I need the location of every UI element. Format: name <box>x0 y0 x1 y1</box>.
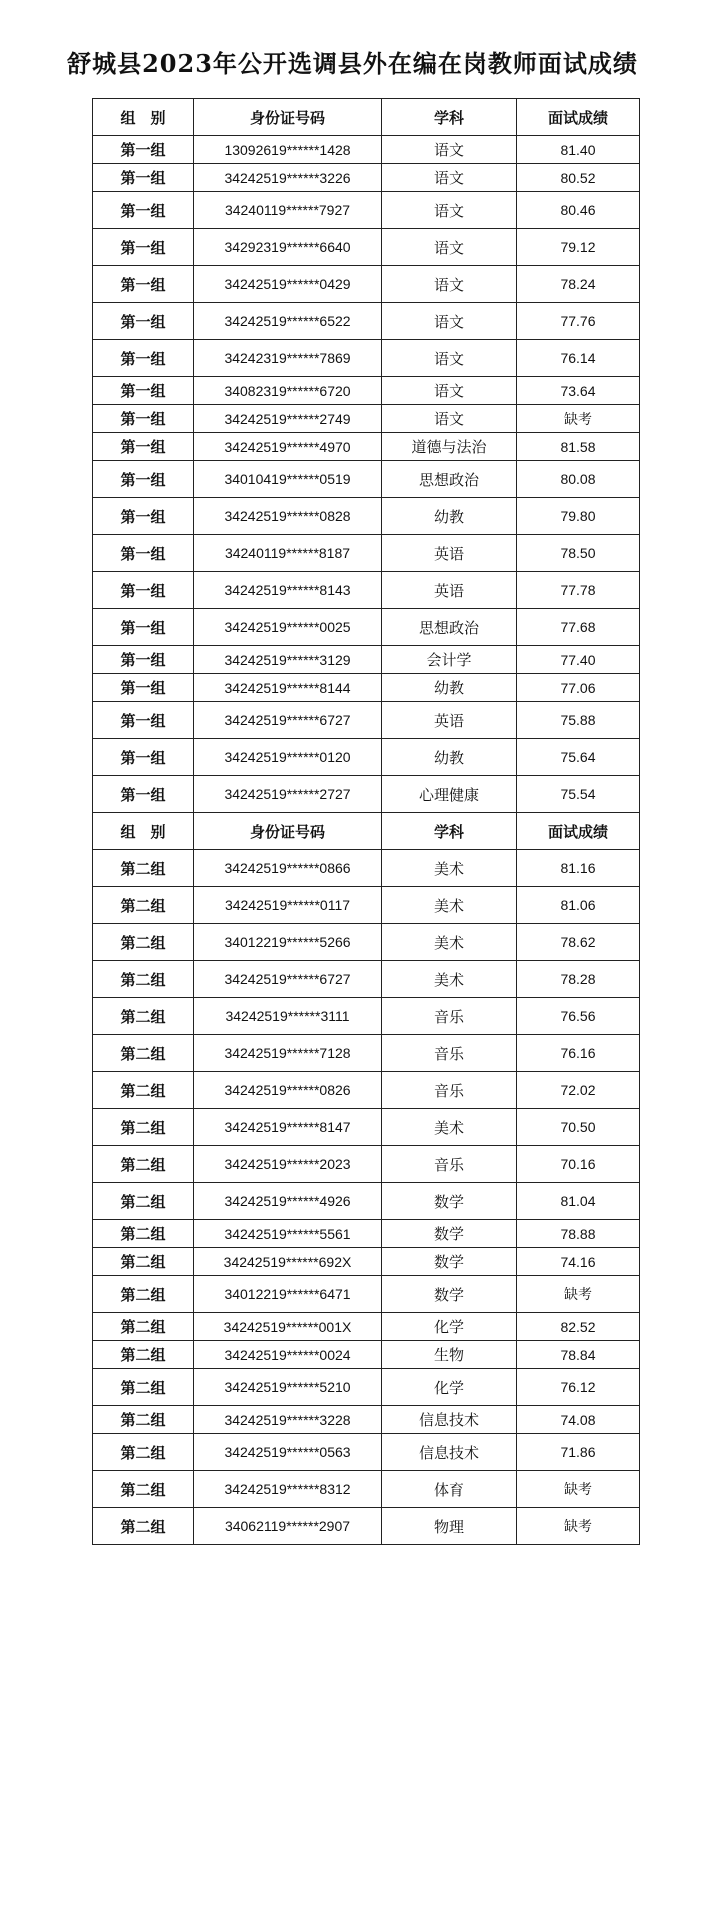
subject-cell: 化学 <box>382 1313 517 1341</box>
subject-cell: 幼教 <box>382 739 517 776</box>
group-cell: 第一组 <box>93 340 194 377</box>
group-cell: 第二组 <box>93 961 194 998</box>
subject-cell: 数学 <box>382 1220 517 1248</box>
table-row <box>93 887 640 924</box>
table-row <box>93 1434 640 1471</box>
group-cell: 第二组 <box>93 1434 194 1471</box>
group-cell: 第二组 <box>93 1072 194 1109</box>
subject-cell: 英语 <box>382 535 517 572</box>
id-number-cell: 34242519******0024 <box>194 1341 382 1369</box>
column-header-group: 组 别 <box>93 99 194 136</box>
table-row <box>93 498 640 535</box>
table-row <box>93 776 640 813</box>
table-row <box>93 377 640 405</box>
score-cell: 74.08 <box>517 1406 640 1434</box>
table-row <box>93 433 640 461</box>
table-row <box>93 1341 640 1369</box>
score-cell: 70.50 <box>517 1109 640 1146</box>
score-cell: 76.12 <box>517 1369 640 1406</box>
subject-cell: 生物 <box>382 1341 517 1369</box>
group-cell: 第二组 <box>93 1313 194 1341</box>
id-number-cell: 13092619******1428 <box>194 136 382 164</box>
group-cell: 第一组 <box>93 266 194 303</box>
subject-cell: 数学 <box>382 1276 517 1313</box>
column-header-score: 面试成绩 <box>517 813 640 850</box>
table-row <box>93 1276 640 1313</box>
table-row <box>93 303 640 340</box>
subject-cell: 美术 <box>382 850 517 887</box>
table-row <box>93 1471 640 1508</box>
score-cell: 78.28 <box>517 961 640 998</box>
table-row <box>93 609 640 646</box>
table-row <box>93 1146 640 1183</box>
score-cell: 78.62 <box>517 924 640 961</box>
table-row <box>93 461 640 498</box>
group-cell: 第二组 <box>93 1183 194 1220</box>
table-row <box>93 850 640 887</box>
score-cell: 缺考 <box>517 405 640 433</box>
column-header-group: 组 别 <box>93 813 194 850</box>
group-cell: 第一组 <box>93 702 194 739</box>
score-cell: 79.80 <box>517 498 640 535</box>
subject-cell: 美术 <box>382 961 517 998</box>
interview-score-table <box>92 98 640 1545</box>
group-cell: 第一组 <box>93 498 194 535</box>
column-header-subject: 学科 <box>382 99 517 136</box>
document-title: 舒城县2023年公开选调县外在编在岗教师面试成绩 <box>67 49 638 78</box>
score-cell: 77.76 <box>517 303 640 340</box>
table-row <box>93 229 640 266</box>
table-row <box>93 1035 640 1072</box>
id-number-cell: 34242519******7128 <box>194 1035 382 1072</box>
group-cell: 第一组 <box>93 164 194 192</box>
subject-cell: 思想政治 <box>382 609 517 646</box>
group-cell: 第二组 <box>93 1146 194 1183</box>
table-row <box>93 1508 640 1545</box>
id-number-cell: 34242519******001X <box>194 1313 382 1341</box>
table-row <box>93 1313 640 1341</box>
score-cell: 73.64 <box>517 377 640 405</box>
id-number-cell: 34242519******0866 <box>194 850 382 887</box>
group-cell: 第一组 <box>93 405 194 433</box>
score-cell: 70.16 <box>517 1146 640 1183</box>
subject-cell: 语文 <box>382 377 517 405</box>
score-cell: 79.12 <box>517 229 640 266</box>
id-number-cell: 34242519******2023 <box>194 1146 382 1183</box>
score-cell: 81.40 <box>517 136 640 164</box>
score-cell: 78.84 <box>517 1341 640 1369</box>
score-cell: 77.40 <box>517 646 640 674</box>
subject-cell: 音乐 <box>382 998 517 1035</box>
group-cell: 第一组 <box>93 192 194 229</box>
subject-cell: 数学 <box>382 1183 517 1220</box>
id-number-cell: 34062119******2907 <box>194 1508 382 1545</box>
table-row <box>93 924 640 961</box>
table-row <box>93 1406 640 1434</box>
subject-cell: 音乐 <box>382 1035 517 1072</box>
table-header-row <box>93 99 640 136</box>
table-row <box>93 136 640 164</box>
group-cell: 第二组 <box>93 1276 194 1313</box>
table-row <box>93 1220 640 1248</box>
score-cell: 77.78 <box>517 572 640 609</box>
id-number-cell: 34242519******692X <box>194 1248 382 1276</box>
table-row <box>93 646 640 674</box>
score-cell: 78.88 <box>517 1220 640 1248</box>
id-number-cell: 34242519******2749 <box>194 405 382 433</box>
subject-cell: 语文 <box>382 229 517 266</box>
id-number-cell: 34240119******7927 <box>194 192 382 229</box>
group-cell: 第一组 <box>93 776 194 813</box>
group-cell: 第二组 <box>93 1471 194 1508</box>
subject-cell: 英语 <box>382 572 517 609</box>
id-number-cell: 34082319******6720 <box>194 377 382 405</box>
id-number-cell: 34242519******0025 <box>194 609 382 646</box>
subject-cell: 会计学 <box>382 646 517 674</box>
id-number-cell: 34242519******0429 <box>194 266 382 303</box>
id-number-cell: 34242519******0120 <box>194 739 382 776</box>
id-number-cell: 34010419******0519 <box>194 461 382 498</box>
group-cell: 第二组 <box>93 924 194 961</box>
id-number-cell: 34242519******3129 <box>194 646 382 674</box>
id-number-cell: 34242519******6727 <box>194 702 382 739</box>
score-cell: 80.46 <box>517 192 640 229</box>
subject-cell: 信息技术 <box>382 1434 517 1471</box>
table-row <box>93 535 640 572</box>
subject-cell: 幼教 <box>382 674 517 702</box>
group-cell: 第一组 <box>93 433 194 461</box>
table-row <box>93 998 640 1035</box>
group-cell: 第二组 <box>93 1035 194 1072</box>
group-cell: 第二组 <box>93 887 194 924</box>
score-cell: 缺考 <box>517 1471 640 1508</box>
table-row <box>93 192 640 229</box>
subject-cell: 美术 <box>382 1109 517 1146</box>
score-cell: 81.58 <box>517 433 640 461</box>
score-cell: 72.02 <box>517 1072 640 1109</box>
score-cell: 77.06 <box>517 674 640 702</box>
id-number-cell: 34242519******8144 <box>194 674 382 702</box>
id-number-cell: 34242519******0826 <box>194 1072 382 1109</box>
subject-cell: 数学 <box>382 1248 517 1276</box>
subject-cell: 幼教 <box>382 498 517 535</box>
id-number-cell: 34242319******7869 <box>194 340 382 377</box>
subject-cell: 物理 <box>382 1508 517 1545</box>
id-number-cell: 34242519******4926 <box>194 1183 382 1220</box>
id-number-cell: 34242519******6727 <box>194 961 382 998</box>
score-cell: 缺考 <box>517 1508 640 1545</box>
score-cell: 75.54 <box>517 776 640 813</box>
table-row <box>93 266 640 303</box>
score-cell: 76.56 <box>517 998 640 1035</box>
group-cell: 第一组 <box>93 674 194 702</box>
id-number-cell: 34242519******2727 <box>194 776 382 813</box>
table-row <box>93 961 640 998</box>
subject-cell: 信息技术 <box>382 1406 517 1434</box>
subject-cell: 体育 <box>382 1471 517 1508</box>
table-row <box>93 405 640 433</box>
subject-cell: 语文 <box>382 266 517 303</box>
group-cell: 第一组 <box>93 609 194 646</box>
id-number-cell: 34292319******6640 <box>194 229 382 266</box>
column-header-id-number: 身份证号码 <box>194 813 382 850</box>
score-cell: 80.08 <box>517 461 640 498</box>
id-number-cell: 34242519******0563 <box>194 1434 382 1471</box>
table-row <box>93 674 640 702</box>
id-number-cell: 34242519******5210 <box>194 1369 382 1406</box>
table-row <box>93 702 640 739</box>
score-cell: 74.16 <box>517 1248 640 1276</box>
group-cell: 第二组 <box>93 1341 194 1369</box>
score-cell: 76.16 <box>517 1035 640 1072</box>
subject-cell: 化学 <box>382 1369 517 1406</box>
subject-cell: 语文 <box>382 405 517 433</box>
table-row <box>93 164 640 192</box>
id-number-cell: 34240119******8187 <box>194 535 382 572</box>
subject-cell: 心理健康 <box>382 776 517 813</box>
group-cell: 第二组 <box>93 1406 194 1434</box>
subject-cell: 英语 <box>382 702 517 739</box>
group-cell: 第一组 <box>93 229 194 266</box>
group-cell: 第一组 <box>93 461 194 498</box>
subject-cell: 美术 <box>382 924 517 961</box>
group-cell: 第二组 <box>93 850 194 887</box>
group-cell: 第一组 <box>93 739 194 776</box>
subject-cell: 道德与法治 <box>382 433 517 461</box>
group-cell: 第二组 <box>93 1508 194 1545</box>
id-number-cell: 34242519******5561 <box>194 1220 382 1248</box>
id-number-cell: 34242519******3226 <box>194 164 382 192</box>
id-number-cell: 34242519******8143 <box>194 572 382 609</box>
score-cell: 78.24 <box>517 266 640 303</box>
score-cell: 78.50 <box>517 535 640 572</box>
subject-cell: 语文 <box>382 303 517 340</box>
table-header-row <box>93 813 640 850</box>
score-cell: 76.14 <box>517 340 640 377</box>
group-cell: 第一组 <box>93 136 194 164</box>
group-cell: 第一组 <box>93 303 194 340</box>
group-cell: 第一组 <box>93 377 194 405</box>
score-table-body <box>93 99 640 1545</box>
subject-cell: 音乐 <box>382 1146 517 1183</box>
column-header-subject: 学科 <box>382 813 517 850</box>
group-cell: 第一组 <box>93 572 194 609</box>
score-cell: 82.52 <box>517 1313 640 1341</box>
score-cell: 71.86 <box>517 1434 640 1471</box>
group-cell: 第一组 <box>93 646 194 674</box>
group-cell: 第二组 <box>93 1220 194 1248</box>
subject-cell: 思想政治 <box>382 461 517 498</box>
group-cell: 第二组 <box>93 998 194 1035</box>
table-row <box>93 340 640 377</box>
id-number-cell: 34242519******4970 <box>194 433 382 461</box>
subject-cell: 语文 <box>382 192 517 229</box>
subject-cell: 美术 <box>382 887 517 924</box>
table-row <box>93 1072 640 1109</box>
group-cell: 第二组 <box>93 1248 194 1276</box>
score-cell: 77.68 <box>517 609 640 646</box>
id-number-cell: 34242519******8312 <box>194 1471 382 1508</box>
table-row <box>93 1109 640 1146</box>
score-cell: 75.64 <box>517 739 640 776</box>
id-number-cell: 34242519******8147 <box>194 1109 382 1146</box>
score-cell: 81.16 <box>517 850 640 887</box>
id-number-cell: 34012219******6471 <box>194 1276 382 1313</box>
table-row <box>93 1183 640 1220</box>
group-cell: 第二组 <box>93 1109 194 1146</box>
group-cell: 第一组 <box>93 535 194 572</box>
subject-cell: 语文 <box>382 340 517 377</box>
score-cell: 80.52 <box>517 164 640 192</box>
score-cell: 81.04 <box>517 1183 640 1220</box>
id-number-cell: 34242519******3111 <box>194 998 382 1035</box>
id-number-cell: 34012219******5266 <box>194 924 382 961</box>
score-cell: 缺考 <box>517 1276 640 1313</box>
id-number-cell: 34242519******3228 <box>194 1406 382 1434</box>
table-row <box>93 572 640 609</box>
column-header-score: 面试成绩 <box>517 99 640 136</box>
table-row <box>93 1248 640 1276</box>
score-cell: 75.88 <box>517 702 640 739</box>
table-row <box>93 739 640 776</box>
id-number-cell: 34242519******6522 <box>194 303 382 340</box>
group-cell: 第二组 <box>93 1369 194 1406</box>
id-number-cell: 34242519******0117 <box>194 887 382 924</box>
subject-cell: 音乐 <box>382 1072 517 1109</box>
subject-cell: 语文 <box>382 164 517 192</box>
score-cell: 81.06 <box>517 887 640 924</box>
subject-cell: 语文 <box>382 136 517 164</box>
column-header-id-number: 身份证号码 <box>194 99 382 136</box>
table-row <box>93 1369 640 1406</box>
id-number-cell: 34242519******0828 <box>194 498 382 535</box>
